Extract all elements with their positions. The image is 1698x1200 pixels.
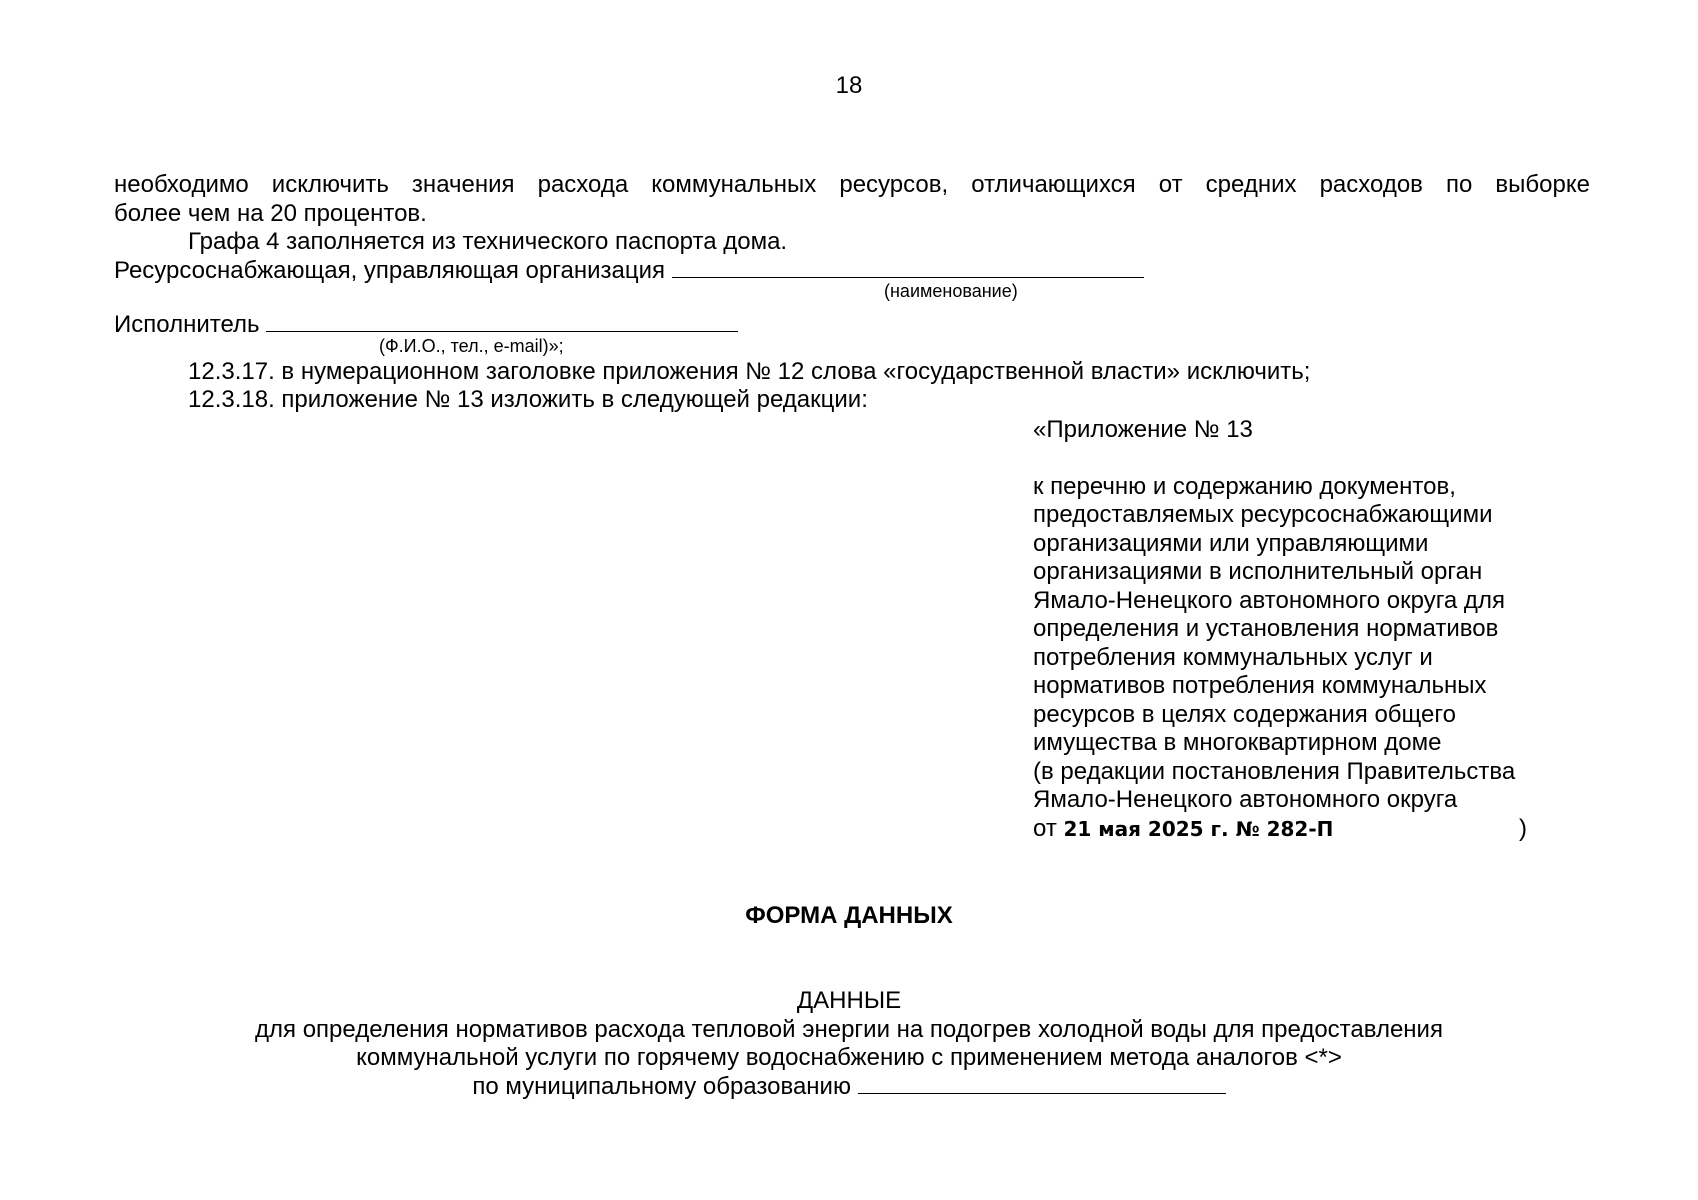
executor-blank-line [266,311,738,332]
executor-caption: (Ф.И.О., тел., e-mail)»; [379,335,564,356]
closing-parenthesis: ) [1519,814,1527,842]
data-heading-block [0,987,1698,1101]
form-title: ФОРМА ДАННЫХ [745,902,953,929]
appendix-line: Ямало-Ненецкого автономного округа [1033,786,1458,813]
appendix-line: предоставляемых ресурсоснабжающими [1033,501,1493,528]
paragraph: Графа 4 заполняется из технического паспорта дома. [188,228,788,255]
appendix-title: «Приложение № 13 [1033,416,1253,443]
paragraph-line: более чем на 20 процентов. [114,199,427,227]
appendix-line: (в редакции постановления Правительства [1033,757,1516,785]
resolution-date-number: 21 мая 2025 г. № 282-П [1063,816,1334,841]
date-prefix: от [1033,814,1057,842]
appendix-line: организациями или управляющими [1033,529,1429,557]
organization-caption: (наименование) [884,281,1018,301]
appendix-line: определения и установления нормативов [1033,615,1499,642]
paragraph-line: необходимо исключить значения расхода коммунальных ресурсов, отличающихся от средних расходов по выборке [114,171,1590,198]
appendix-line: к перечню и содержанию документов, [1033,472,1456,500]
appendix-line: нормативов потребления коммунальных [1033,672,1487,699]
municipality-blank-line [858,1073,1226,1094]
organization-label: Ресурсоснабжающая, управляющая организация [114,256,665,284]
appendix-header [1033,416,1593,843]
data-heading: ДАННЫЕ [796,987,902,1014]
data-description-line: для определения нормативов расхода тепловой энергии на подогрев холодной воды для предоставления [255,1015,1443,1043]
list-item: 12.3.17. в нумерационном заголовке приложения № 12 слова «государственной власти» исключить; [188,357,1311,385]
organization-blank-line [672,257,1144,278]
appendix-date-line [1033,815,1593,844]
page-number: 18 [835,72,863,99]
data-description-line: коммунальной услуги по горячему водоснабжению с применением метода аналогов <*> [356,1044,1342,1071]
appendix-line: Ямало-Ненецкого автономного округа для [1033,586,1505,614]
appendix-line: ресурсов в целях содержания общего [1033,700,1456,728]
spacer [1033,445,1593,473]
appendix-line: потребления коммунальных услуг и [1033,643,1433,671]
appendix-line: организациями в исполнительный орган [1033,558,1483,585]
appendix-line: имущества в многоквартирном доме [1033,729,1442,756]
body-text [114,171,1590,415]
executor-label: Исполнитель [114,311,260,338]
municipality-label: по муниципальному образованию [472,1072,851,1100]
list-item: 12.3.18. приложение № 13 изложить в следующей редакции: [188,386,868,413]
municipality-field-row [0,1073,1698,1102]
